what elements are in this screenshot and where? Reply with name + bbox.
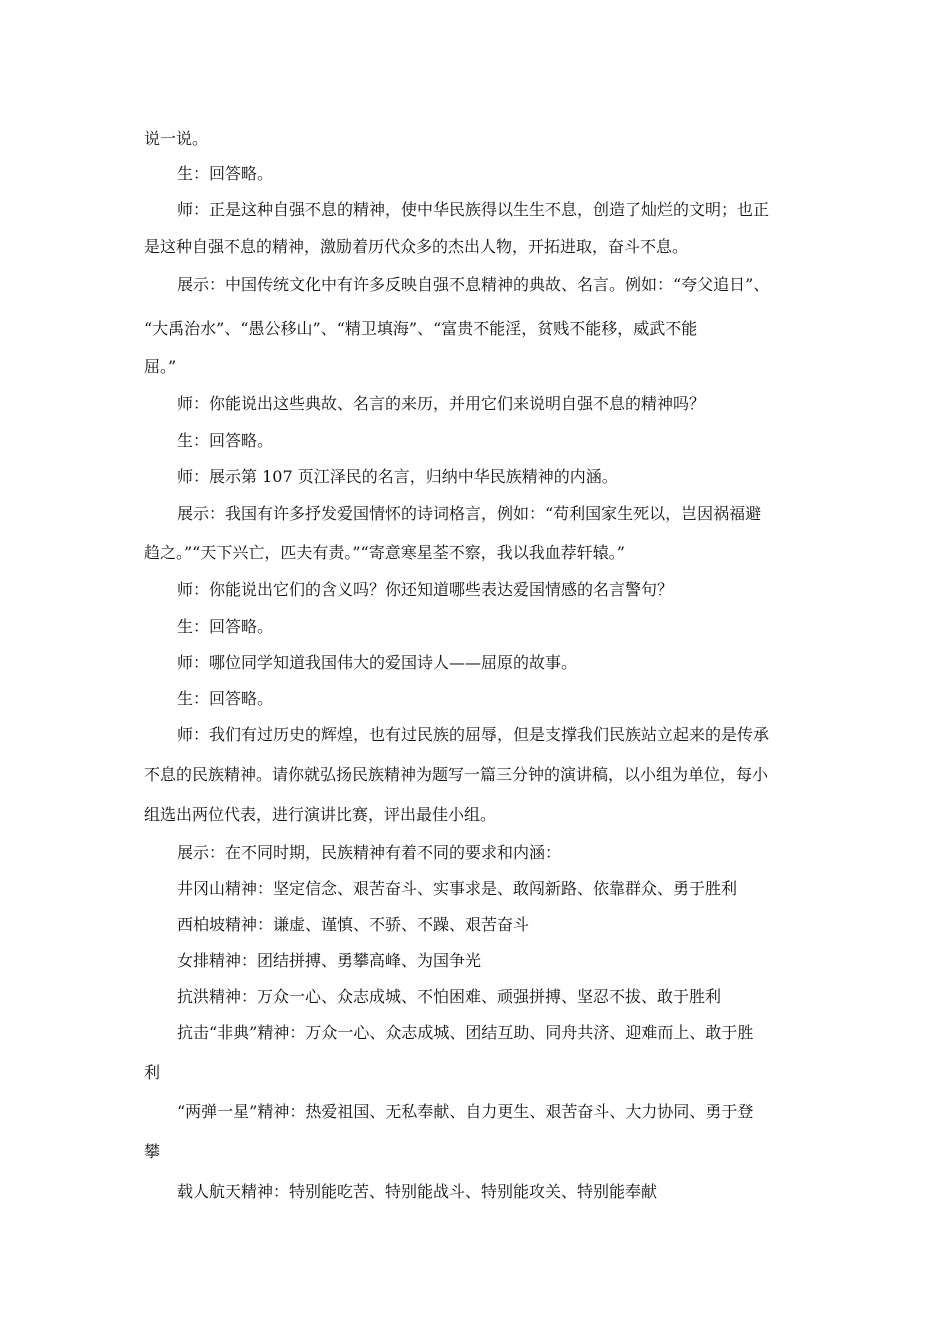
text-line: 利	[144, 1063, 161, 1082]
text-line: 抗击“非典”精神：万众一心、众志成城、团结互助、同舟共济、迎难而上、敢于胜	[177, 1023, 754, 1042]
text-line: 趋之。”“天下兴亡，匹夫有责。”“寄意寒星荃不察，我以我血荐轩辕。”	[144, 543, 625, 562]
text-line: 载人航天精神：特别能吃苦、特别能战斗、特别能攻关、特别能奉献	[177, 1182, 658, 1201]
text-line: 说一说。	[144, 129, 209, 148]
text-line: 生：回答略。	[177, 431, 274, 450]
text-line: 师：你能说出它们的含义吗？你还知道哪些表达爱国情感的名言警句？	[177, 580, 674, 599]
text-line: 师：你能说出这些典故、名言的来历，并用它们来说明自强不息的精神吗？	[177, 394, 706, 413]
text-line: 师：哪位同学知道我国伟大的爱国诗人——屈原的故事。	[177, 653, 578, 672]
text-line: 西柏坡精神：谦虚、谨慎、不骄、不躁、艰苦奋斗	[177, 915, 530, 934]
text-line: 师：正是这种自强不息的精神，使中华民族得以生生不息，创造了灿烂的文明；也正	[177, 200, 770, 219]
text-line: “两弹一星”精神：热爱祖国、无私奉献、自力更生、艰苦奋斗、大力协同、勇于登	[177, 1102, 754, 1121]
text-line: 展示：我国有许多抒发爱国情怀的诗词格言，例如：“苟利国家生死以，岂因祸福避	[177, 504, 762, 523]
text-line: 井冈山精神：坚定信念、艰苦奋斗、实事求是、敢闯新路、依靠群众、勇于胜利	[177, 879, 738, 898]
text-line: 展示：中国传统文化中有许多反映自强不息精神的典故、名言。例如：“夸父追日”、	[177, 275, 770, 294]
text-line: 屈。”	[144, 357, 177, 376]
text-line: 展示：在不同时期，民族精神有着不同的要求和内涵：	[177, 843, 562, 862]
text-line: 攀	[144, 1142, 161, 1161]
text-line: 师：展示第 107 页江泽民的名言，归纳中华民族精神的内涵。	[177, 467, 618, 486]
text-line: 女排精神：团结拼搏、勇攀高峰、为国争光	[177, 951, 482, 970]
text-line: 师：我们有过历史的辉煌，也有过民族的屈辱，但是支撑我们民族站立起来的是传承	[177, 725, 770, 744]
text-line: 组选出两位代表，进行演讲比赛，评出最佳小组。	[144, 805, 497, 824]
text-line: 生：回答略。	[177, 164, 274, 183]
text-line: 生：回答略。	[177, 689, 274, 708]
text-line: “大禹治水”、“愚公移山”、“精卫填海”、“富贵不能淫，贫贱不能移，威武不能	[144, 319, 698, 338]
text-line: 是这种自强不息的精神，激励着历代众多的杰出人物，开拓进取，奋斗不息。	[144, 237, 689, 256]
text-line: 不息的民族精神。请你就弘扬民族精神为题写一篇三分钟的演讲稿，以小组为单位，每小	[144, 765, 769, 784]
text-line: 生：回答略。	[177, 617, 274, 636]
text-line: 抗洪精神：万众一心、众志成城、不怕困难、顽强拼搏、坚忍不拔、敢于胜利	[177, 987, 722, 1006]
